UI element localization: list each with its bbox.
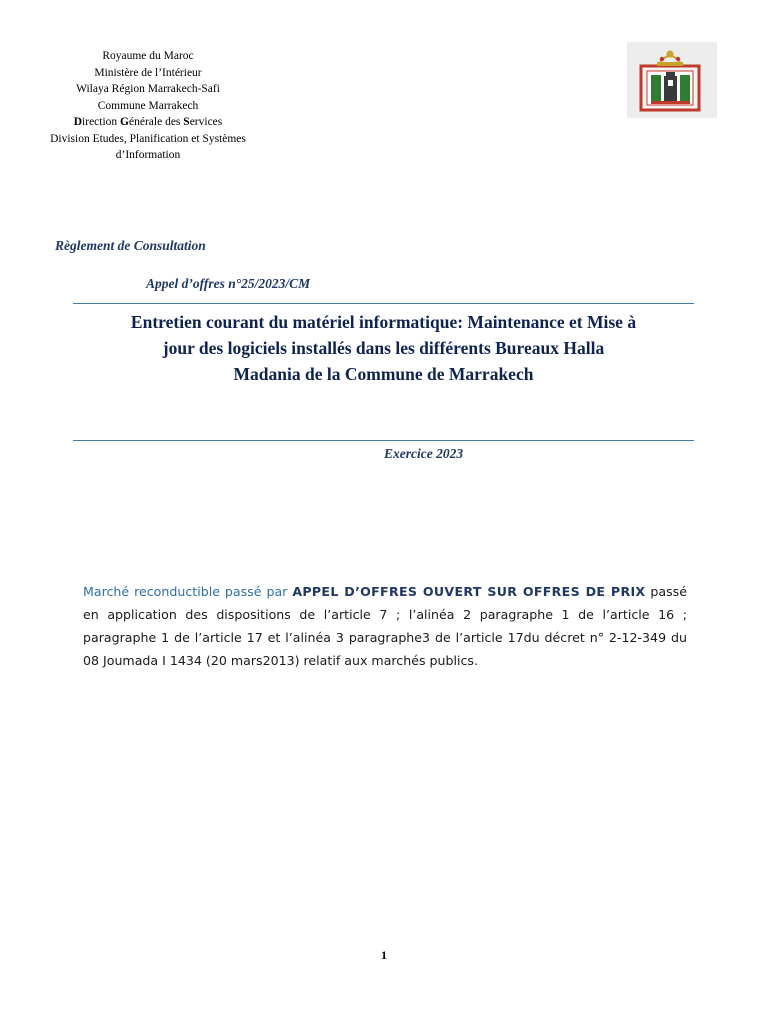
dgs-initial-d: D <box>73 116 83 128</box>
tender-reference: Appel d’offres n°25/2023/CM <box>146 276 311 291</box>
document-type-heading: Règlement de Consultation <box>55 238 206 253</box>
dgs-initial-s: S <box>183 116 190 128</box>
title-line-3: Madania de la Commune de Marrakech <box>233 364 534 384</box>
title-line-2: jour des logiciels installés dans les différents Bureaux Halla <box>162 338 605 358</box>
header-line-commune: Commune Marrakech <box>97 99 199 112</box>
divider-bottom <box>73 440 694 441</box>
header-line-ministry: Ministère de l’Intérieur <box>94 66 202 79</box>
administrative-header <box>28 48 268 164</box>
header-line-information: d’Information <box>115 149 181 161</box>
paragraph-legal-basis: passé en application des dispositions de l’article 7 ; l’alinéa 2 paragraphe 1 de l’article 16 ; paragraphe 1 de l’article 17 et l’alinéa 3 paragraphe3 de l’article 17du décret n° 2-12-349 du 08 Joumada I 1434 (20 mars2013) relatif aux marchés publics. <box>83 584 687 668</box>
header-line-kingdom: Royaume du Maroc <box>102 50 194 62</box>
commune-marrakech-emblem-icon <box>627 42 717 118</box>
dgs-text-1: irection <box>82 116 121 128</box>
divider-top <box>73 303 694 304</box>
header-line-dgs <box>28 114 268 131</box>
paragraph-lead: Marché reconductible passé par <box>83 584 293 599</box>
procurement-basis-paragraph <box>83 580 687 672</box>
title-line-1: Entretien courant du matériel informatique: Maintenance et Mise à <box>130 312 637 332</box>
document-title <box>73 309 694 387</box>
header-line-division: Division Etudes, Planification et Systèmes <box>50 132 246 145</box>
fiscal-year: Exercice 2023 <box>384 446 464 461</box>
dgs-initial-g: G <box>120 116 129 128</box>
dgs-text-2: énérale des <box>129 116 184 128</box>
page-number: 1 <box>381 948 387 962</box>
header-line-wilaya: Wilaya Région Marrakech-Safi <box>76 83 220 95</box>
dgs-text-3: ervices <box>189 116 223 128</box>
paragraph-procedure: APPEL D’OFFRES OUVERT SUR OFFRES DE PRIX <box>292 584 646 599</box>
